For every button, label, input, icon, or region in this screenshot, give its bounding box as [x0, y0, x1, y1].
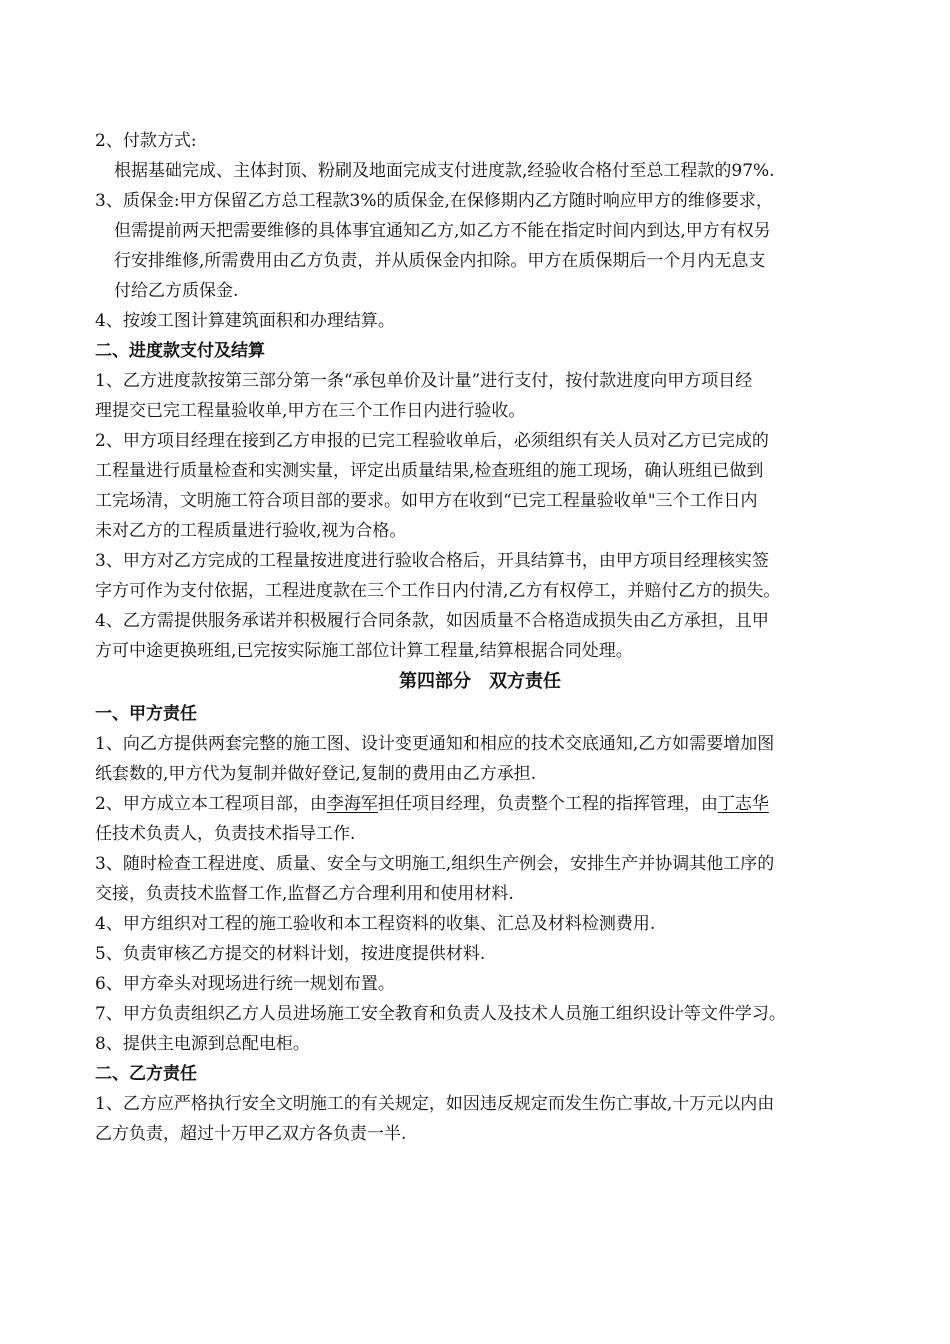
progress-item4-line-2: 方可中途更换班组,已完按实际施工部位计算工程量,结算根据合同处理。: [95, 641, 633, 661]
progress-item3-line-1: 3、甲方对乙方完成的工程量按进度进行验收合格后，开具结算书，由甲方项目经理核实签: [95, 551, 769, 571]
party-b-item1-line-1: 1、乙方应严格执行安全文明施工的有关规定，如因违反规定而发生伤亡事故,十万元以内由: [95, 1094, 775, 1114]
retention-line-3: 行安排维修,所需费用由乙方负责，并从质保金内扣除。甲方在质保期后一个月内无息支: [114, 251, 766, 271]
party-a-item4: 4、甲方组织对工程的施工验收和本工程资料的收集、汇总及材料检测费用.: [95, 914, 656, 934]
progress-item2-line-3: 工完场清，文明施工符合项目部的要求。如甲方在收到“已完工程量验收单"三个工作日内: [95, 491, 758, 511]
party-a-item3-line-2: 交接，负责技术监督工作,监督乙方合理利用和使用材料.: [95, 884, 514, 904]
progress-item2-line-1: 2、甲方项目经理在接到乙方申报的已完工程验收单后，必须组织有关人员对乙方已完成的: [95, 431, 769, 451]
settlement-item: 4、按竣工图计算建筑面积和办理结算。: [95, 311, 395, 331]
party-a-item6: 6、甲方牵头对现场进行统一规划布置。: [95, 974, 395, 994]
technical-lead-name: 丁志华: [717, 794, 769, 814]
party-a-item2-pre: 2、甲方成立本工程项目部，由: [95, 794, 327, 814]
party-a-item5: 5、负责审核乙方提交的材料计划，按进度提供材料.: [95, 944, 486, 964]
part-four-title-right: 双方责任: [489, 671, 561, 692]
part-four-title-left: 第四部分: [399, 671, 471, 692]
party-a-item2-line-2: 任技术负责人，负责技术指导工作.: [95, 824, 356, 844]
progress-item2-line-4: 未对乙方的工程质量进行验收,视为合格。: [95, 521, 407, 541]
retention-line-2: 但需提前两天把需要维修的具体事宜通知乙方,如乙方不能在指定时间内到达,甲方有权另: [114, 221, 771, 241]
progress-item2-line-2: 工程量进行质量检查和实测实量，评定出质量结果,检查班组的施工现场，确认班组已做到: [95, 461, 764, 481]
retention-line-4: 付给乙方质保金.: [114, 281, 239, 301]
progress-item1-line-2: 理提交已完工程量验收单,甲方在三个工作日内进行验收。: [95, 401, 526, 421]
payment-method-body: 根据基础完成、主体封顶、粉刷及地面完成支付进度款,经验收合格付至总工程款的97%.: [114, 161, 775, 181]
party-a-item2-mid: 担任项目经理，负责整个工程的指挥管理，由: [377, 794, 718, 814]
payment-method-title: 2、付款方式:: [95, 131, 197, 151]
progress-item3-line-2: 字方可作为支付依据，工程进度款在三个工作日内付清,乙方有权停工，并赔付乙方的损失。: [95, 581, 781, 601]
part-four-title: [95, 665, 865, 699]
party-b-item1-line-2: 乙方负责，超过十万甲乙双方各负责一半.: [95, 1124, 407, 1144]
project-manager-name: 李海军: [326, 794, 378, 814]
section-heading-progress: 二、进度款支付及结算: [95, 341, 265, 361]
document-body: [95, 126, 865, 1149]
section-heading-party-a: 一、甲方责任: [95, 704, 197, 724]
progress-item1-line-1: 1、乙方进度款按第三部分第一条“承包单价及计量”进行支付，按付款进度向甲方项目经: [95, 371, 753, 391]
retention-line-1: 3、质保金:甲方保留乙方总工程款3%的质保金,在保修期内乙方随时响应甲方的维修要求，: [95, 191, 773, 211]
section-heading-party-b: 二、乙方责任: [95, 1064, 197, 1084]
party-a-item7: 7、甲方负责组织乙方人员进场施工安全教育和负责人及技术人员施工组织设计等文件学习。: [95, 1004, 786, 1024]
party-a-item2-line-1: [95, 789, 865, 819]
party-a-item3-line-1: 3、随时检查工程进度、质量、安全与文明施工,组织生产例会，安排生产并协调其他工序的: [95, 854, 775, 874]
progress-item4-line-1: 4、乙方需提供服务承诺并积极履行合同条款，如因质量不合格造成损失由乙方承担，且甲: [95, 611, 769, 631]
party-a-item1-line-2: 纸套数的,甲方代为复制并做好登记,复制的费用由乙方承担.: [95, 764, 537, 784]
party-a-item8: 8、提供主电源到总配电柜。: [95, 1034, 310, 1054]
party-a-item1-line-1: 1、向乙方提供两套完整的施工图、设计变更通知和相应的技术交底通知,乙方如需要增加图: [95, 734, 775, 754]
